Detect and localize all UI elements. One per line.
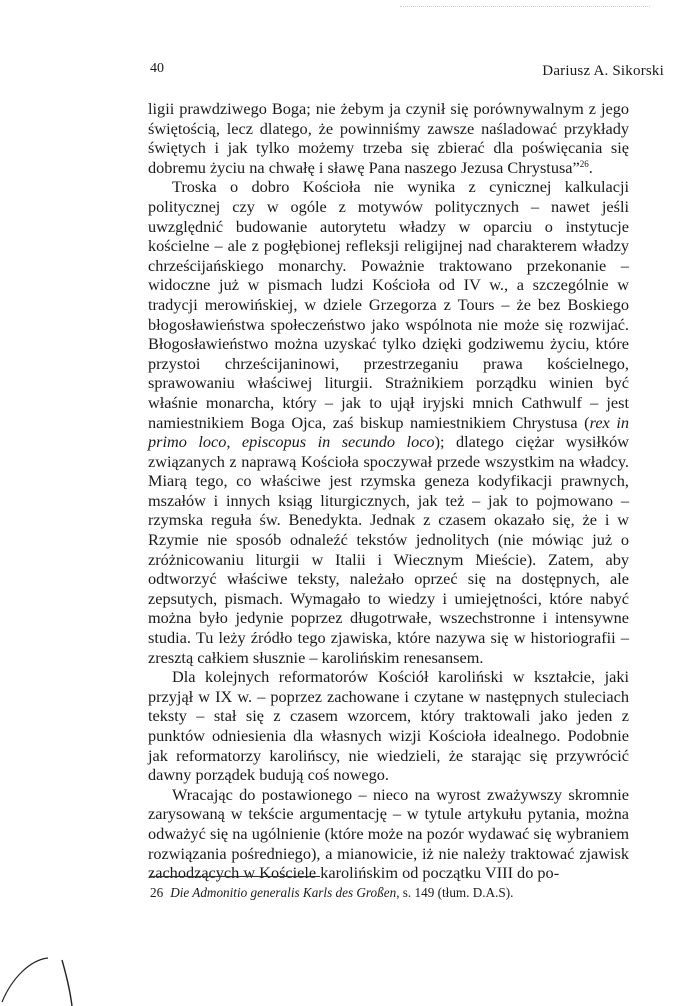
- footnote-divider: [150, 876, 320, 877]
- paragraph: Wracając do postawionego – nieco na wyrost zważywszy skromnie zarysowaną w tekście argumentację – w tytule artykułu pytania, można odważyć się na ugólnienie (które może na pozór wydawać się wybraniem rozwiązania pośredniego), a mianowicie, iż nie należy traktować zjawisk zachodzących w Kościele karolińskim od początku VIII do po-: [148, 784, 629, 883]
- running-head: Dariusz A. Sikorski: [542, 63, 664, 79]
- body-text: [148, 99, 629, 883]
- footnote: [150, 885, 630, 901]
- footnote-ref: 26: [579, 158, 589, 169]
- footnote-rest: , s. 149 (tłum. D.A.S).: [396, 885, 514, 900]
- footnote-number: 26: [150, 885, 164, 900]
- scan-corner-mark: [0, 950, 90, 1006]
- footnote-title: Die Admonitio generalis Karls des Großen: [170, 885, 397, 900]
- paragraph: ligii prawdziwego Boga; nie żebym ja czynił się porównywalnym z jego świętością, lecz dlatego, że powinniśmy zawsze naśladować przykłady świętych i jak tylko możemy trzeba się zbierać dla poświęcania się dobremu życiu na chwałę i sławę Pana naszego Jezusa Chrystusa”$^{26}$.: [148, 99, 629, 177]
- paragraph: Troska o dobro Kościoła nie wynika z cynicznej kalkulacji politycznej czy w ogóle z motywów politycznych – nawet jeśli uwzględnić budowanie autorytetu władzy w oparciu o instytucje kościelne – ale z pogłębionej refleksji religijnej nad charakterem władzy chrześcijańskiego monarchy. Poważnie traktowano przekonanie – widoczne już w pismach ludzi Kościoła od IV w., a szczególnie w tradycji merowińskiej, w dziele Grzegorza z Tours – że bez Boskiego błogosławieństwa społeczeństwo jako wspólnota nie może się rozwijać. Błogosławieństwo można uzyskać tylko dzięki godziwemu życiu, które przystoi chrześcijaninowi, przestrzeganiu prawa kościelnego, sprawowaniu właściwej liturgii. Strażnikiem porządku winien być właśnie monarcha, który – jak to ujął iryjski mnich Cathwulf – jest namiestnikiem Boga Ojca, zaś biskup namiestnikiem Chrystusa (rex in primo loco, episcopus in secundo loco); dlatego ciężar wysiłków związanych z naprawą Kościoła spoczywał przede wszystkim na władcy. Miarą tego, co właściwe jest rzymska geneza kodyfikacji prawnych, mszałów i innych ksiąg liturgicznych, jak też – jak to pojmowano – rzymska reguła św. Benedykta. Jednak z czasem okazało się, że i w Rzymie nie sposób odnaleźć tekstów jednolitych (nie mówiąc już o zróżnicowaniu liturgii w Italii i Wiecznym Mieście). Zatem, aby odtworzyć właściwe teksty, należało oprzeć się na dostępnych, ale zepsutych, pismach. Wymagało to wiedzy i umiejętności, które nabyć można było jedynie poprzez długotrwałe, wszechstronne i intensywne studia. Tu leży źródło tego zjawiska, które nazywa się w historiografii – zresztą całkiem słusznie – karolińskim renesansem.: [148, 177, 630, 667]
- scan-edge-line: [400, 6, 650, 7]
- latin-quote: rex in primo loco, episcopus in secundo loco: [148, 412, 630, 452]
- page-number: 40: [150, 61, 164, 76]
- paragraph: Dla kolejnych reformatorów Kościół karoliński w kształcie, jaki przyjął w IX w. – poprzez zachowane i czytane w następnych stuleciach teksty – stał się z czasem wzorcem, który traktowali jako jeden z punktów odniesienia dla własnych wizji Kościoła idealnego. Podobnie jak reformatorzy karolińscy, nie wiedzieli, że starając się przywrócić dawny porządek budują coś nowego.: [148, 667, 629, 785]
